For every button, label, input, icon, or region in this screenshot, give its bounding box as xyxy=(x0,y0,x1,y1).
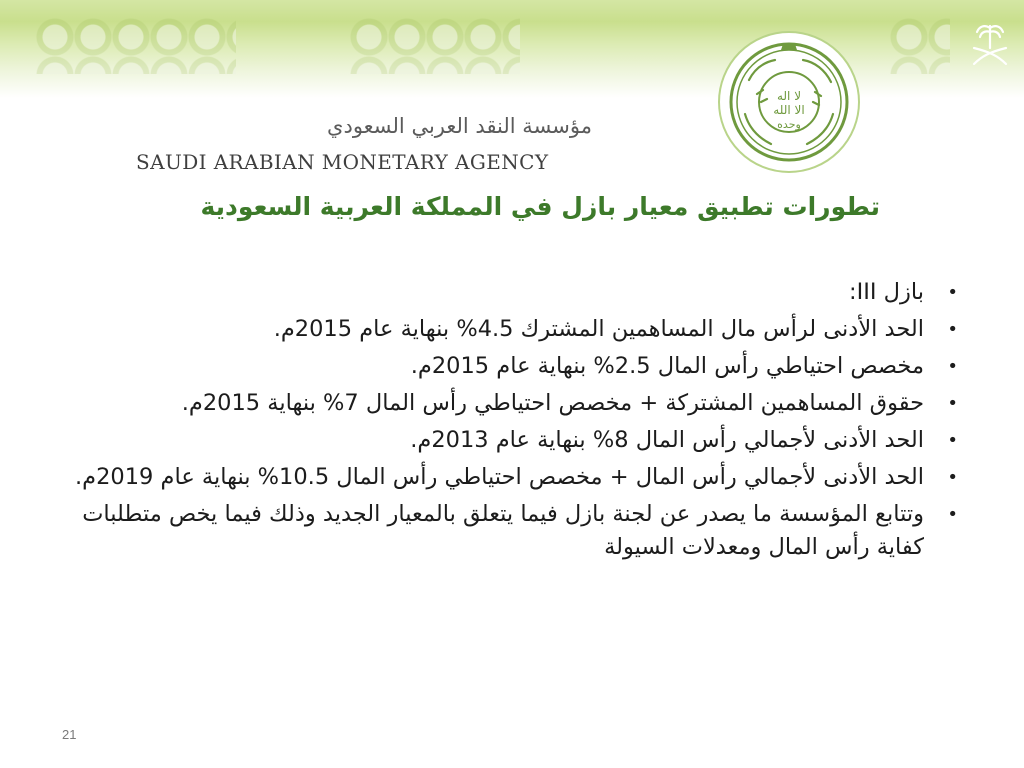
bullet-icon: • xyxy=(947,430,958,451)
bullet-item xyxy=(58,276,964,309)
palm-swords-emblem-icon xyxy=(968,22,1012,68)
bullet-item xyxy=(58,424,964,457)
org-name-english: SAUDI ARABIAN MONETARY AGENCY xyxy=(136,150,549,174)
bullet-text: الحد الأدنى لأجمالي رأس المال + مخصص احتياطي رأس المال 10.5% بنهاية عام 2019م. xyxy=(75,464,924,490)
bullet-icon: • xyxy=(947,282,958,303)
decorative-pattern xyxy=(36,18,236,74)
org-name-arabic: مؤسسة النقد العربي السعودي xyxy=(327,114,592,138)
bullet-icon: • xyxy=(947,356,958,377)
bullet-text: وتتابع المؤسسة ما يصدر عن لجنة بازل فيما يتعلق بالمعيار الجديد وذلك فيما يخص متطلبات كفاية رأس المال ومعدلات السيولة xyxy=(82,501,924,560)
bullet-list xyxy=(58,276,964,568)
bullet-text: بازل III: xyxy=(849,279,924,305)
bullet-text: الحد الأدنى لأجمالي رأس المال 8% بنهاية عام 2013م. xyxy=(410,427,924,453)
svg-text:وحده: وحده xyxy=(777,118,801,131)
svg-text:لا اله: لا اله xyxy=(776,89,802,103)
bullet-item xyxy=(58,350,964,383)
bullet-item xyxy=(58,387,964,420)
header-band xyxy=(0,0,1024,98)
bullet-icon: • xyxy=(947,319,958,340)
decorative-pattern xyxy=(350,18,520,74)
page-number: 21 xyxy=(62,727,77,742)
bullet-text: الحد الأدنى لرأس مال المساهمين المشترك 4.5% بنهاية عام 2015م. xyxy=(273,316,924,342)
bullet-icon: • xyxy=(947,504,958,525)
sama-seal-logo xyxy=(715,28,863,176)
slide-title: تطورات تطبيق معيار بازل في المملكة العربية السعودية xyxy=(200,192,880,221)
bullet-icon: • xyxy=(947,393,958,414)
bullet-item xyxy=(58,498,964,564)
bullet-icon: • xyxy=(947,467,958,488)
svg-text:الا الله: الا الله xyxy=(773,103,805,117)
bullet-text: مخصص احتياطي رأس المال 2.5% بنهاية عام 2015م. xyxy=(410,353,924,379)
decorative-pattern xyxy=(890,18,950,74)
bullet-item xyxy=(58,313,964,346)
bullet-item xyxy=(58,461,964,494)
bullet-text: حقوق المساهمين المشتركة + مخصص احتياطي رأس المال 7% بنهاية 2015م. xyxy=(181,390,924,416)
